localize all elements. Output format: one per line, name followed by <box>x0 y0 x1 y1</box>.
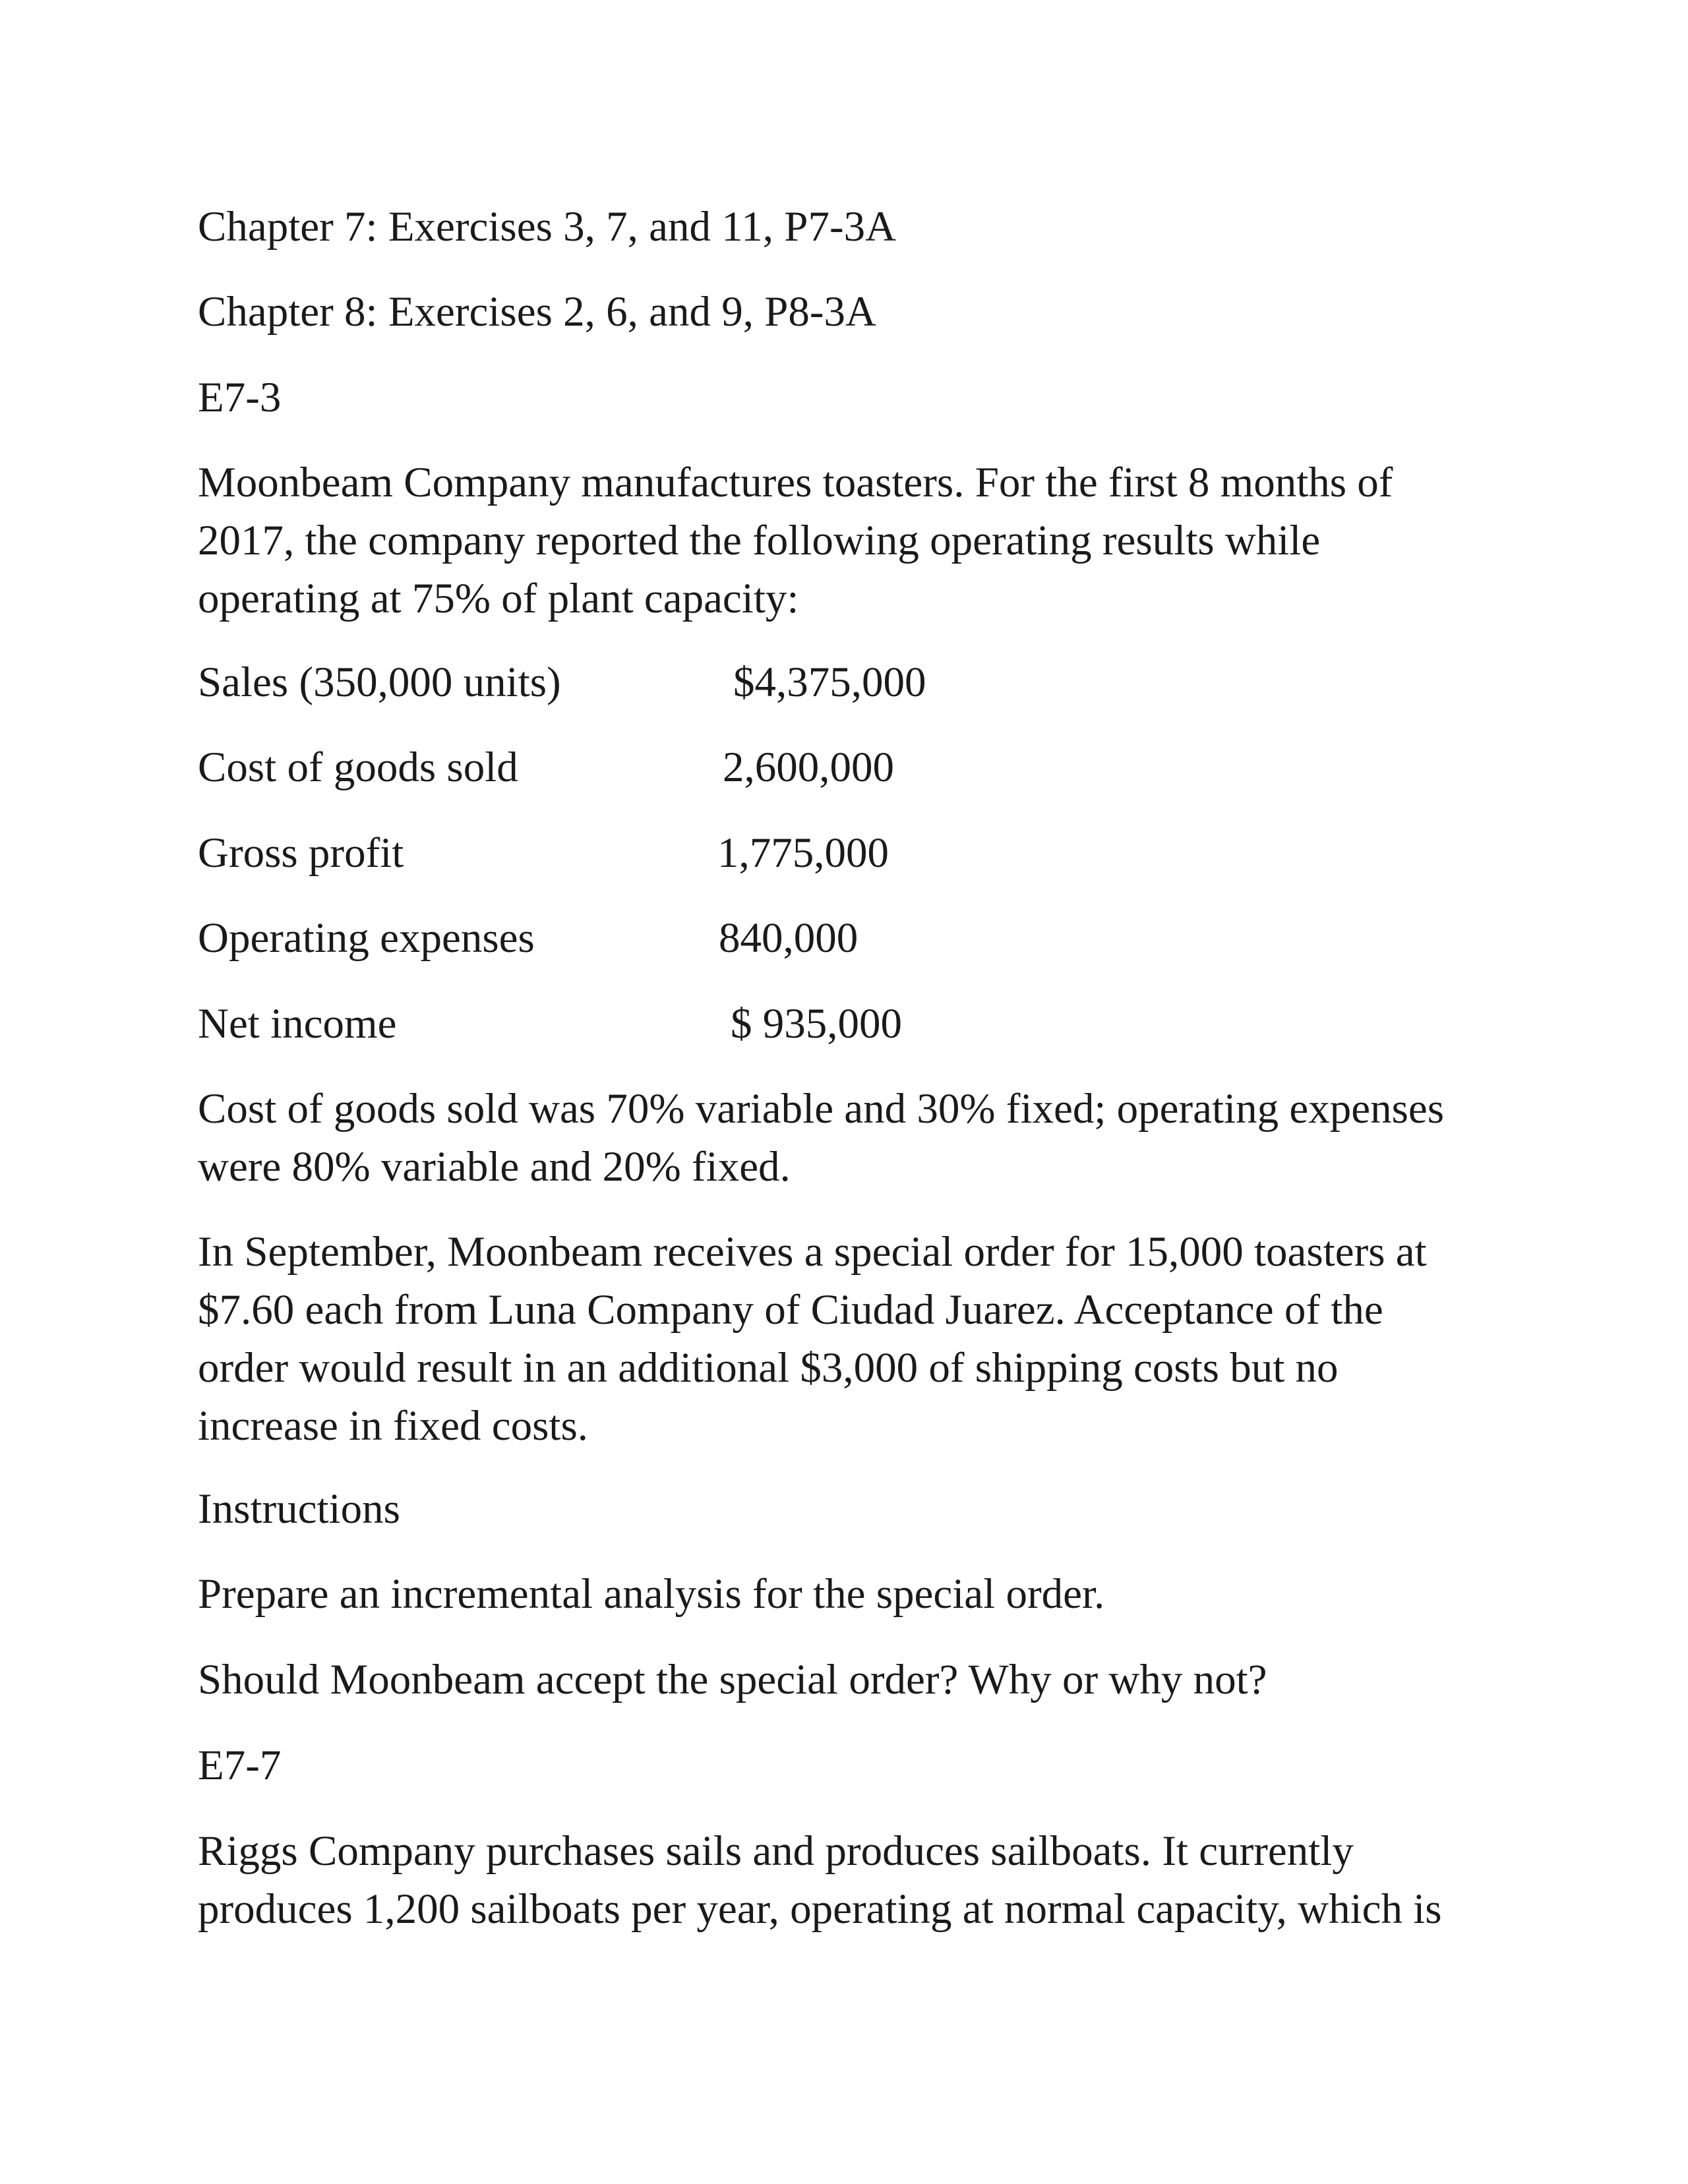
instruction-item: Should Moonbeam accept the special order? Why or why not? <box>198 1656 1267 1703</box>
statement-row-net-income <box>198 995 1055 1053</box>
statement-row-operating-expenses <box>198 909 1055 967</box>
statement-label: Net income <box>198 1000 397 1048</box>
paragraph-line: Moonbeam Company manufactures toasters. For the first 8 months of <box>198 459 1393 506</box>
statement-label: Operating expenses <box>198 914 535 962</box>
paragraph-line: 2017, the company reported the following operating results while <box>198 517 1321 564</box>
paragraph-line: operating at 75% of plant capacity: <box>198 575 799 622</box>
instruction-item: Prepare an incremental analysis for the special order. <box>198 1570 1105 1618</box>
paragraph-line: Cost of goods sold was 70% variable and 30% fixed; operating expenses <box>198 1085 1445 1133</box>
e7-3-intro-paragraph <box>198 454 1517 628</box>
statement-row-gross-profit <box>198 824 1055 882</box>
statement-value: $ 935,000 <box>731 1000 902 1048</box>
paragraph-line: $7.60 each from Luna Company of Ciudad Juarez. Acceptance of the <box>198 1286 1383 1334</box>
special-order-paragraph <box>198 1223 1517 1455</box>
statement-row-sales <box>198 653 1055 711</box>
paragraph-line: produces 1,200 sailboats per year, operating at normal capacity, which is <box>198 1885 1442 1933</box>
exercise-e7-3-heading: E7-3 <box>198 374 282 421</box>
paragraph-line: were 80% variable and 20% fixed. <box>198 1143 791 1191</box>
e7-7-intro-paragraph <box>198 1822 1517 1938</box>
statement-value: 1,775,000 <box>717 829 889 877</box>
paragraph-line: increase in fixed costs. <box>198 1402 589 1450</box>
paragraph-line: Riggs Company purchases sails and produces sailboats. It currently <box>198 1827 1354 1875</box>
paragraph-line: order would result in an additional $3,000 of shipping costs but no <box>198 1344 1339 1392</box>
chapter-8-assignment: Chapter 8: Exercises 2, 6, and 9, P8-3A <box>198 288 876 336</box>
statement-label: Sales (350,000 units) <box>198 659 561 706</box>
statement-value: 2,600,000 <box>723 744 894 791</box>
cost-behavior-paragraph <box>198 1080 1517 1196</box>
statement-value: $4,375,000 <box>733 659 926 706</box>
statement-label: Gross profit <box>198 829 404 877</box>
statement-row-cost-of-goods-sold <box>198 738 1055 796</box>
instructions-heading: Instructions <box>198 1485 400 1533</box>
chapter-7-assignment: Chapter 7: Exercises 3, 7, and 11, P7-3A <box>198 203 897 251</box>
paragraph-line: In September, Moonbeam receives a special order for 15,000 toasters at <box>198 1228 1427 1276</box>
exercise-e7-7-heading: E7-7 <box>198 1742 282 1789</box>
statement-value: 840,000 <box>719 914 859 962</box>
statement-label: Cost of goods sold <box>198 744 518 791</box>
